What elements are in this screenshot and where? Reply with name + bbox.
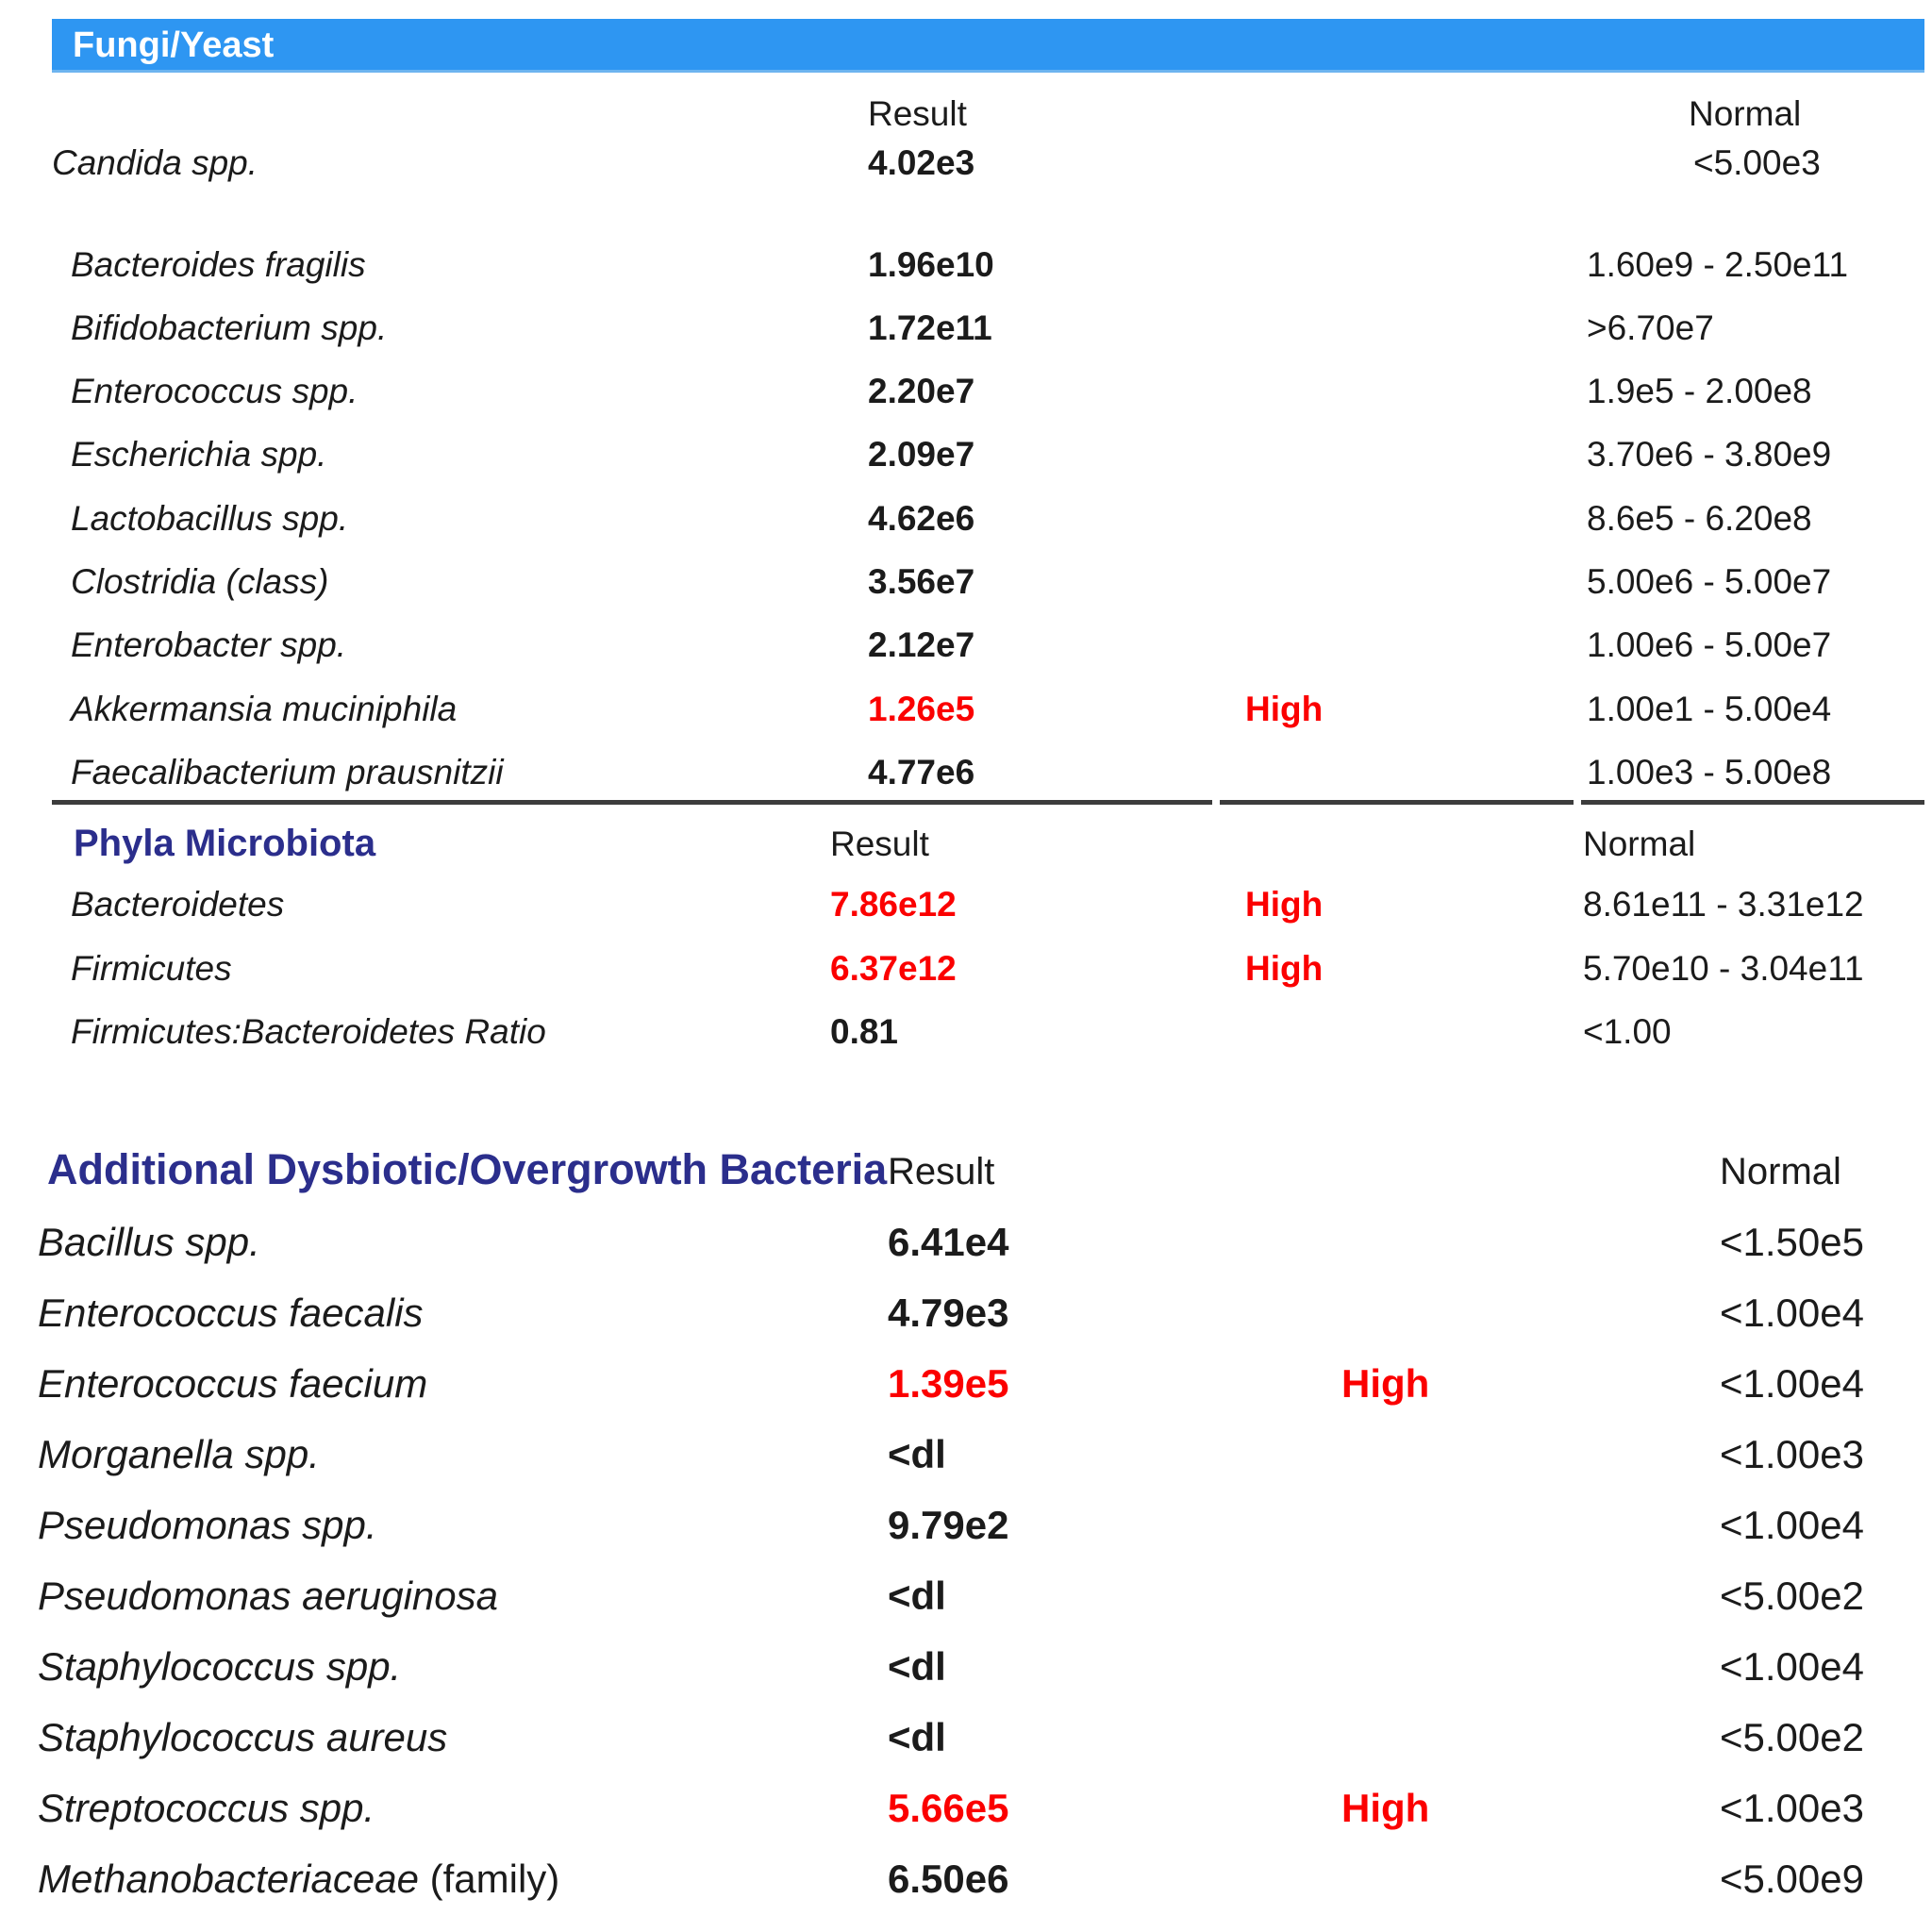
result-value: <dl	[888, 1715, 946, 1759]
organism-name: Enterococcus faecium	[38, 1361, 428, 1406]
section-divider-line	[1220, 800, 1574, 805]
result-value: 2.12e7	[868, 625, 975, 664]
organism-name: Streptococcus spp.	[38, 1786, 375, 1830]
result-value: 4.02e3	[868, 143, 975, 182]
normal-range: 1.9e5 - 2.00e8	[1587, 372, 1812, 410]
fungi-normal-column-header: Normal	[1689, 94, 1802, 133]
organism-name: Bifidobacterium spp.	[71, 308, 388, 347]
result-value: 4.79e3	[888, 1291, 1009, 1335]
organism-name: Staphylococcus aureus	[38, 1715, 448, 1759]
organism-name: Enterococcus spp.	[71, 372, 358, 410]
organism-name: Akkermansia muciniphila	[71, 690, 458, 728]
normal-range: <5.00e3	[1693, 143, 1821, 182]
section-divider-line	[1581, 800, 1924, 805]
result-value: <dl	[888, 1432, 946, 1476]
organism-name: Pseudomonas aeruginosa	[38, 1574, 499, 1618]
high-flag: High	[1341, 1786, 1430, 1830]
normal-range: 1.00e3 - 5.00e8	[1587, 753, 1832, 791]
normal-range: <1.50e5	[1720, 1220, 1864, 1264]
organism-name-suffix: (family)	[418, 1857, 560, 1901]
normal-range: 1.60e9 - 2.50e11	[1587, 245, 1849, 284]
result-value: 4.77e6	[868, 753, 975, 791]
normal-range: <1.00e3	[1720, 1786, 1864, 1830]
normal-range: 8.6e5 - 6.20e8	[1587, 499, 1812, 538]
high-flag: High	[1341, 1361, 1430, 1406]
organism-name: Lactobacillus spp.	[71, 499, 349, 538]
organism-name: Staphylococcus spp.	[38, 1644, 402, 1689]
normal-range: 3.70e6 - 3.80e9	[1587, 435, 1832, 474]
normal-range: 5.00e6 - 5.00e7	[1587, 562, 1832, 601]
normal-range: <1.00e3	[1720, 1432, 1864, 1476]
normal-range: 8.61e11 - 3.31e12	[1583, 885, 1864, 924]
organism-name	[38, 1857, 559, 1901]
result-value: 2.20e7	[868, 372, 975, 410]
result-value: <dl	[888, 1644, 946, 1689]
phyla-result-column-header: Result	[830, 824, 929, 863]
result-value: 6.50e6	[888, 1857, 1009, 1901]
section-divider-line	[52, 800, 1212, 805]
organism-name: Clostridia (class)	[71, 562, 329, 601]
organism-name: Firmicutes:Bacteroidetes Ratio	[71, 1012, 546, 1051]
result-value: 1.26e5	[868, 690, 975, 728]
normal-range: <5.00e2	[1720, 1715, 1864, 1759]
fungi-result-column-header: Result	[868, 94, 967, 133]
result-value: 3.56e7	[868, 562, 975, 601]
normal-range: <1.00e4	[1720, 1503, 1864, 1547]
fungi-section-header-bar	[52, 19, 1924, 73]
normal-range: 5.70e10 - 3.04e11	[1583, 949, 1864, 988]
normal-range: 1.00e6 - 5.00e7	[1587, 625, 1832, 664]
high-flag: High	[1245, 885, 1324, 924]
result-value: 1.72e11	[868, 308, 992, 347]
organism-name: Candida spp.	[52, 143, 258, 182]
additional-normal-column-header: Normal	[1720, 1151, 1841, 1192]
normal-range: <5.00e2	[1720, 1574, 1864, 1618]
result-value: 1.96e10	[868, 245, 994, 284]
result-value: 6.41e4	[888, 1220, 1009, 1264]
result-value: 0.81	[830, 1012, 899, 1051]
additional-section-title: Additional Dysbiotic/Overgrowth Bacteria	[47, 1145, 888, 1193]
organism-name: Enterococcus faecalis	[38, 1291, 424, 1335]
organism-name: Firmicutes	[71, 949, 232, 988]
high-flag: High	[1245, 690, 1324, 728]
result-value: <dl	[888, 1574, 946, 1618]
result-value: 6.37e12	[830, 949, 957, 988]
organism-name: Bacillus spp.	[38, 1220, 260, 1264]
normal-range: <5.00e9	[1720, 1857, 1864, 1901]
additional-result-column-header: Result	[888, 1151, 995, 1192]
result-value: 9.79e2	[888, 1503, 1009, 1547]
organism-name: Pseudomonas spp.	[38, 1503, 377, 1547]
phyla-normal-column-header: Normal	[1583, 824, 1696, 863]
normal-range: >6.70e7	[1587, 308, 1714, 347]
organism-name: Escherichia spp.	[71, 435, 327, 474]
organism-name: Faecalibacterium prausnitzii	[71, 753, 504, 791]
organism-name: Enterobacter spp.	[71, 625, 347, 664]
organism-name: Morganella spp.	[38, 1432, 320, 1476]
result-value: 5.66e5	[888, 1786, 1009, 1830]
result-value: 1.39e5	[888, 1361, 1009, 1406]
organism-name: Bacteroides fragilis	[71, 245, 366, 284]
normal-range: <1.00e4	[1720, 1644, 1864, 1689]
normal-range: 1.00e1 - 5.00e4	[1587, 690, 1832, 728]
normal-range: <1.00	[1583, 1012, 1672, 1051]
normal-range: <1.00e4	[1720, 1361, 1864, 1406]
fungi-section-title: Fungi/Yeast	[73, 25, 275, 65]
result-value: 7.86e12	[830, 885, 957, 924]
result-value: 2.09e7	[868, 435, 975, 474]
high-flag: High	[1245, 949, 1324, 988]
organism-name-italic-part: Methanobacteriaceae	[38, 1857, 419, 1901]
organism-name: Bacteroidetes	[71, 885, 285, 924]
result-value: 4.62e6	[868, 499, 975, 538]
phyla-section-title: Phyla Microbiota	[74, 823, 376, 864]
normal-range: <1.00e4	[1720, 1291, 1864, 1335]
